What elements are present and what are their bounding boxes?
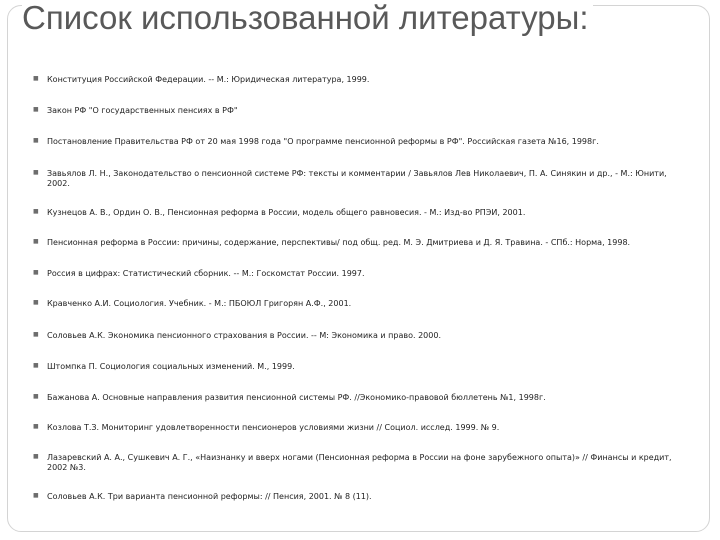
square-bullet-icon: ■ — [33, 453, 39, 460]
reference-text: Лазаревский А. А., Сушкевич А. Г., «Наизнанку и вверх ногами (Пенсионная реформа в России на фоне зарубежного опыта)» // Финансы и кредит, 2002 №3. — [47, 453, 672, 472]
square-bullet-icon: ■ — [33, 169, 39, 176]
reference-text: Кузнецов А. В., Ордин О. В., Пенсионная реформа в России, модель общего равновесия. - М.: Изд-во РПЭИ, 2001. — [47, 208, 526, 217]
reference-text: Постановление Правительства РФ от 20 мая 1998 года "О программе пенсионной реформы в РФ". Российская газета №16, 1998г. — [47, 137, 599, 146]
square-bullet-icon: ■ — [33, 269, 39, 276]
square-bullet-icon: ■ — [33, 137, 39, 144]
page-title: Список использованной литературы: — [22, 0, 593, 36]
square-bullet-icon: ■ — [33, 331, 39, 338]
reference-text: Штомпка П. Социология социальных изменений. М., 1999. — [47, 362, 295, 371]
reference-text: Соловьев А.К. Экономика пенсионного страхования в России. -- М: Экономика и право. 2000. — [47, 331, 441, 340]
square-bullet-icon: ■ — [33, 423, 39, 430]
reference-text: Пенсионная реформа в России: причины, содержание, перспективы/ под общ. ред. М. Э. Дмитриева и Д. Я. Травина. - СПб.: Норма, 1998. — [47, 238, 631, 247]
reference-text: Соловьев А.К. Три варианта пенсионной реформы: // Пенсия, 2001. № 8 (11). — [47, 492, 372, 501]
square-bullet-icon: ■ — [33, 106, 39, 113]
square-bullet-icon: ■ — [33, 299, 39, 306]
reference-text: Козлова Т.З. Мониторинг удовлетворенности пенсионеров условиями жизни // Социол. исслед. 1999. № 9. — [47, 423, 500, 432]
reference-text: Бажанова А. Основные направления развития пенсионной системы РФ. //Экономико-правовой бюллетень №1, 1998г. — [47, 393, 546, 402]
reference-text: Завьялов Л. Н., Законодательство о пенсионной системе РФ: тексты и комментарии / Завьялов Лев Николаевич, П. А. Синякин и др., - М.: Юнити, 2002. — [47, 169, 667, 188]
square-bullet-icon: ■ — [33, 492, 39, 499]
reference-text: Кравченко А.И. Социология. Учебник. - М.: ПБОЮЛ Григорян А.Ф., 2001. — [47, 299, 352, 308]
reference-text: Конституция Российской Федерации. -- М.: Юридическая литература, 1999. — [47, 75, 370, 84]
square-bullet-icon: ■ — [33, 208, 39, 215]
square-bullet-icon: ■ — [33, 238, 39, 245]
reference-text: Россия в цифрах: Статистический сборник. -- М.: Госкомстат России. 1997. — [47, 269, 365, 278]
reference-text: Закон РФ "О государственных пенсиях в РФ" — [47, 106, 238, 115]
square-bullet-icon: ■ — [33, 393, 39, 400]
square-bullet-icon: ■ — [33, 75, 39, 82]
square-bullet-icon: ■ — [33, 362, 39, 369]
